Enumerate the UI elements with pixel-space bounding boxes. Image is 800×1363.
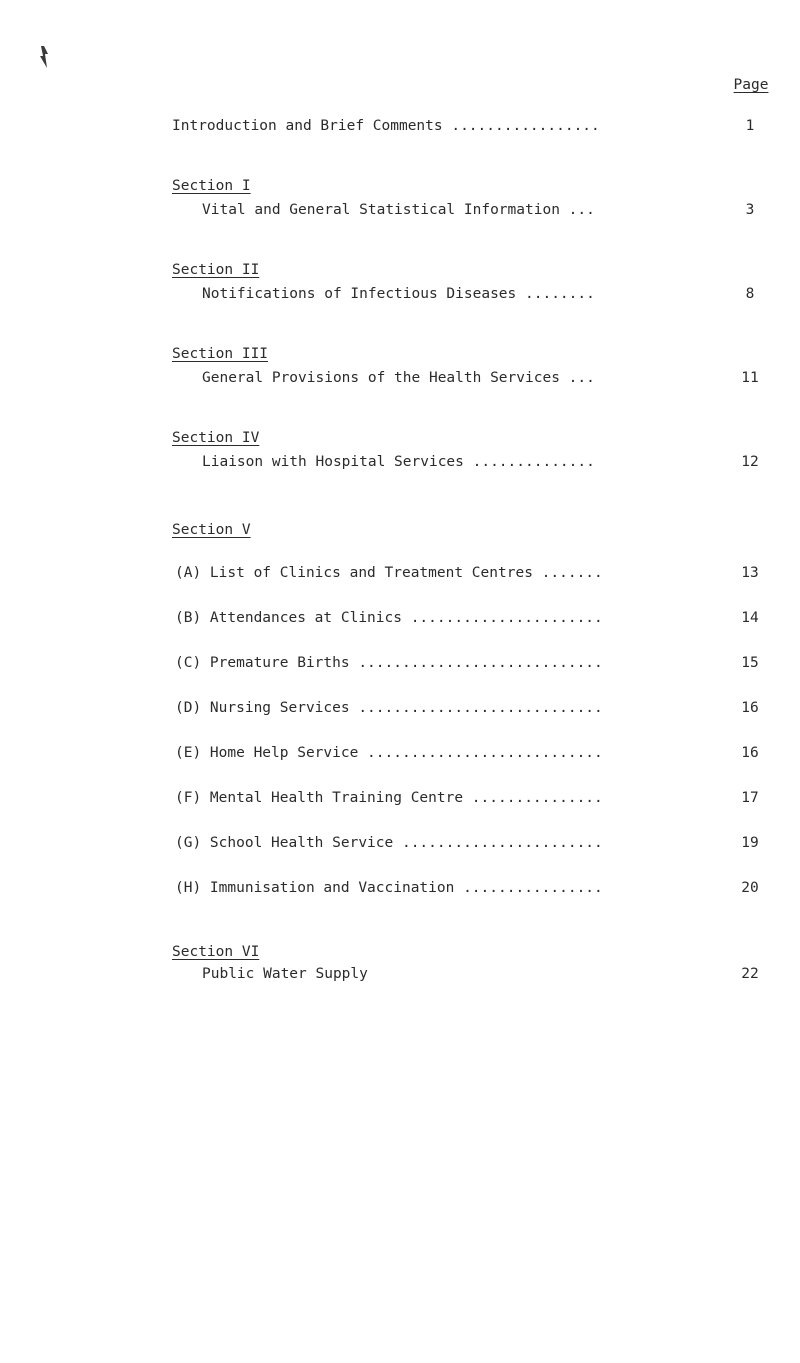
entry-title: General Provisions of the Health Services ... <box>202 370 595 386</box>
section-heading: Section VI <box>172 944 260 960</box>
section-heading: Section I <box>172 178 251 194</box>
toc-entry[interactable] <box>0 561 800 585</box>
entry-title: (H) Immunisation and Vaccination ................ <box>175 880 603 896</box>
page-number: 15 <box>741 655 759 671</box>
page-column-header: Page <box>733 77 769 93</box>
entry-title: (B) Attendances at Clinics ...................... <box>175 610 603 626</box>
entry-title: (A) List of Clinics and Treatment Centres ....... <box>175 565 603 581</box>
toc-entry[interactable] <box>0 741 800 765</box>
toc-entry[interactable] <box>0 606 800 630</box>
toc-entry[interactable] <box>0 651 800 675</box>
entry-title: Liaison with Hospital Services .............. <box>202 454 595 470</box>
page-number: 19 <box>741 835 759 851</box>
entry-title: Notifications of Infectious Diseases ........ <box>202 286 595 302</box>
page-number: 17 <box>741 790 759 806</box>
section-heading: Section IV <box>172 430 260 446</box>
toc-entry[interactable] <box>0 962 800 986</box>
page-number: 8 <box>745 286 755 302</box>
page-number: 11 <box>741 370 759 386</box>
toc-entry[interactable] <box>0 198 800 222</box>
entry-title: (F) Mental Health Training Centre ............... <box>175 790 603 806</box>
entry-title: (E) Home Help Service ........................... <box>175 745 603 761</box>
page-number: 22 <box>741 966 759 982</box>
entry-title: (G) School Health Service ....................... <box>175 835 603 851</box>
page-number: 3 <box>745 202 755 218</box>
section-heading: Section III <box>172 346 269 362</box>
section-heading: Section II <box>172 262 260 278</box>
page-number: 12 <box>741 454 759 470</box>
page-number: 16 <box>741 700 759 716</box>
toc-entry[interactable] <box>0 831 800 855</box>
page-number: 20 <box>741 880 759 896</box>
page-number: 1 <box>745 118 755 134</box>
hole-punch-mark-icon <box>34 44 54 70</box>
toc-entry[interactable] <box>0 696 800 720</box>
entry-title: (C) Premature Births ............................ <box>175 655 603 671</box>
page-number: 16 <box>741 745 759 761</box>
toc-entry[interactable] <box>0 282 800 306</box>
entry-title: Introduction and Brief Comments ................. <box>172 118 600 134</box>
entry-title: Public Water Supply <box>202 966 368 982</box>
toc-entry[interactable] <box>0 786 800 810</box>
entry-title: (D) Nursing Services ............................ <box>175 700 603 716</box>
toc-entry[interactable] <box>0 366 800 390</box>
toc-entry[interactable] <box>0 450 800 474</box>
entry-title: Vital and General Statistical Information ... <box>202 202 595 218</box>
page-number: 13 <box>741 565 759 581</box>
page-number: 14 <box>741 610 759 626</box>
toc-entry-introduction[interactable] <box>0 114 800 138</box>
section-heading: Section V <box>172 522 251 538</box>
toc-entry[interactable] <box>0 876 800 900</box>
